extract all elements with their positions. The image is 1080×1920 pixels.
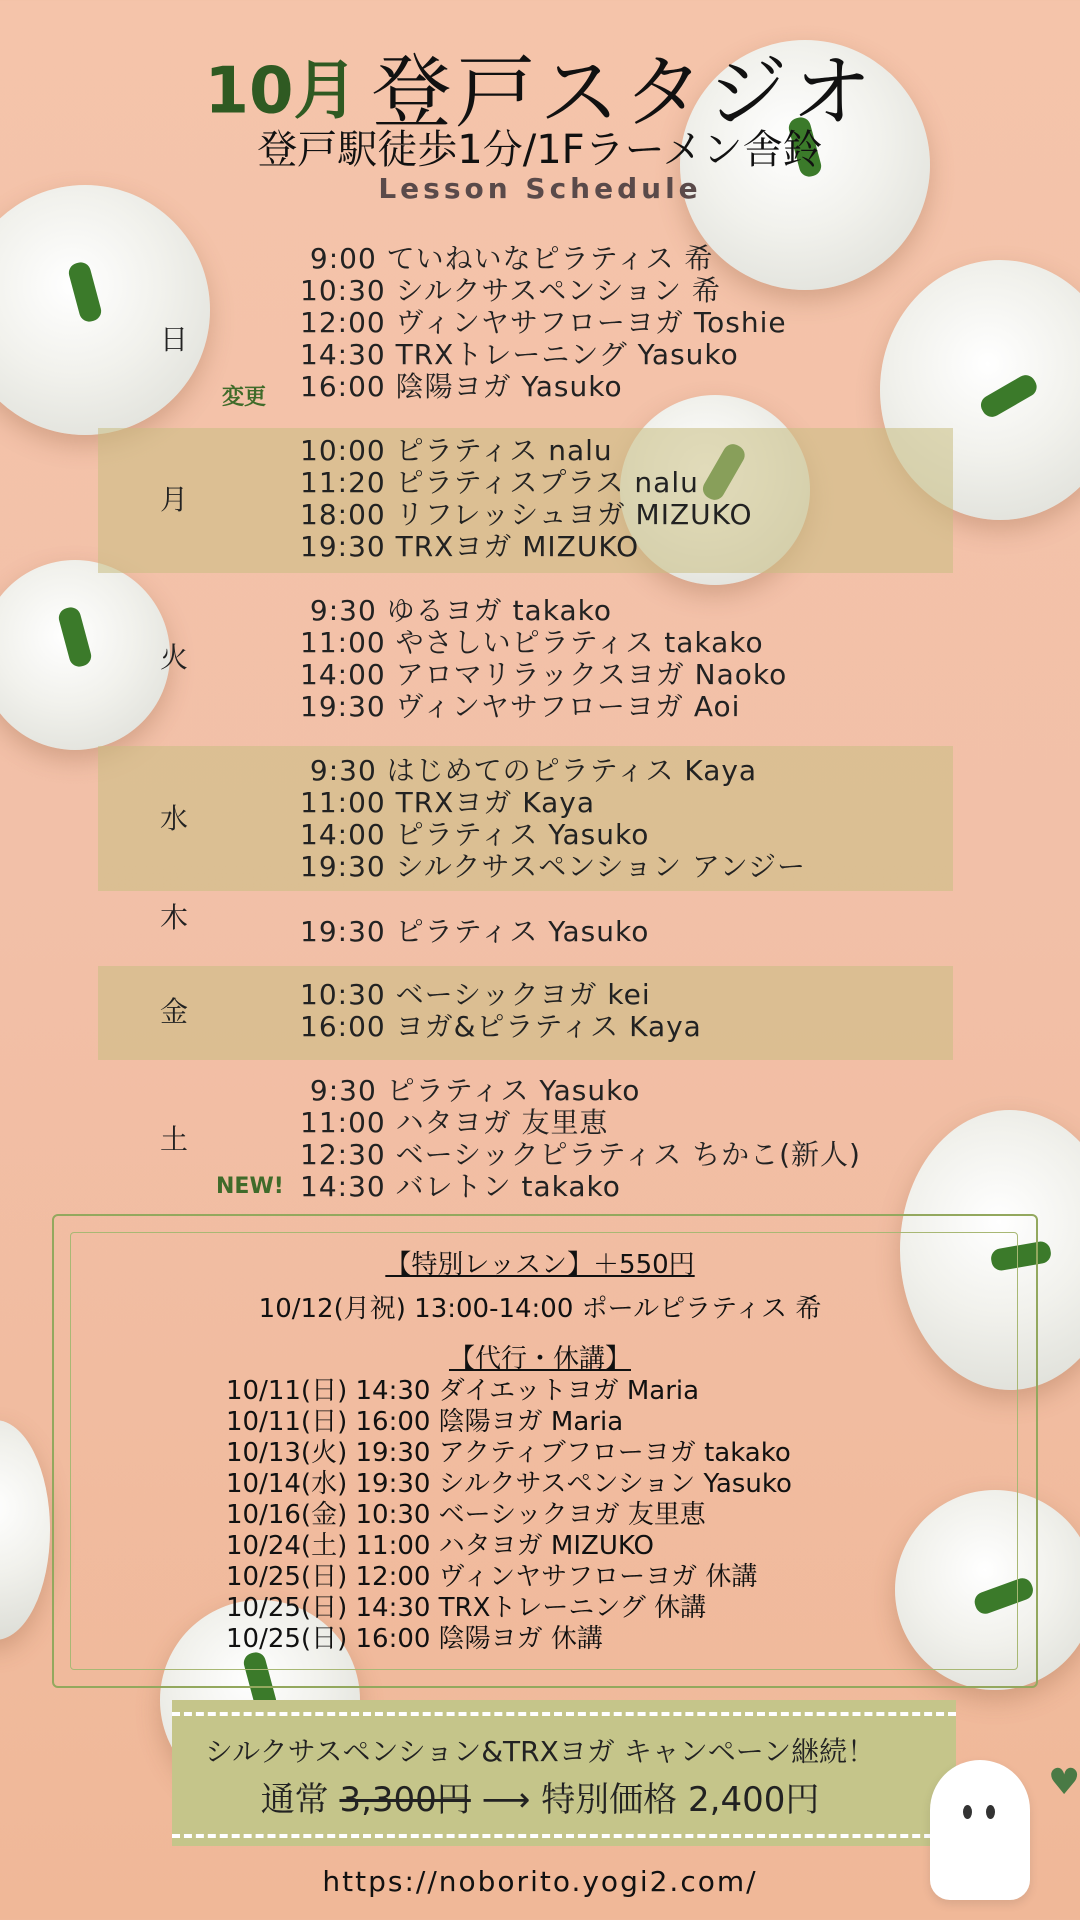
day-label-thu: 木 [160, 901, 189, 934]
lesson-schedule-label: Lesson Schedule [378, 172, 702, 205]
list-item: 9:30 ゆるヨガ takako [300, 594, 612, 627]
campaign-title: シルクサスペンション&TRXヨガ キャンペーン継続！ [204, 1735, 876, 1768]
schedule-sun [300, 243, 787, 403]
day-label-wed: 水 [160, 802, 189, 835]
schedule-tue [300, 595, 787, 723]
substitution-heading: 【代行・休講】 [448, 1344, 631, 1374]
list-item: 10:30 シルクサスペンション 希 [300, 274, 721, 307]
studio-name: 登戸スタジオ [371, 46, 876, 139]
arrow-icon: ⟶ [481, 1780, 531, 1820]
website-url[interactable]: https://noborito.yogi2.com/ [322, 1865, 758, 1898]
list-item: 10/11(日) 16:00 陰陽ヨガ Maria [226, 1407, 624, 1437]
pumpkin-decoration [0, 560, 170, 750]
banner-dash-top [172, 1712, 956, 1716]
day-label-mon: 月 [160, 483, 189, 516]
list-item: 19:30 シルクサスペンション アンジー [300, 850, 807, 883]
subtitle: 登戸駅徒歩1分/1Fラーメン舎鈴 [257, 127, 823, 173]
special-price: 2,400円 [688, 1780, 820, 1820]
list-item: 11:00 TRXヨガ Kaya [300, 786, 595, 819]
list-item: 10/14(水) 19:30 シルクサスペンション Yasuko [226, 1469, 792, 1499]
normal-price: 3,300円 [339, 1780, 471, 1820]
day-label-sat: 土 [160, 1123, 189, 1156]
change-tag: 変更 [222, 385, 267, 410]
month-label: 10月 [204, 54, 358, 129]
heart-icon: ♥ [1048, 1762, 1080, 1803]
list-item: 12:00 ヴィンヤサフローヨガ Toshie [300, 306, 787, 339]
banner-dash-bottom [172, 1834, 956, 1838]
list-item: 16:00 陰陽ヨガ Yasuko [300, 370, 623, 403]
list-item: 10/16(金) 10:30 ベーシックヨガ 友里恵 [226, 1500, 706, 1530]
schedule-fri [300, 979, 702, 1043]
special-lesson-event: 10/12(月祝) 13:00-14:00 ポールピラティス 希 [258, 1294, 822, 1324]
special-label: 特別価格 [541, 1780, 678, 1820]
normal-label: 通常 [260, 1780, 329, 1820]
list-item: 19:30 ヴィンヤサフローヨガ Aoi [300, 690, 741, 723]
list-item: 14:30 バレトン takako [300, 1170, 621, 1203]
list-item: 10/25(日) 16:00 陰陽ヨガ 休講 [226, 1624, 603, 1654]
pumpkin-decoration [0, 185, 210, 435]
list-item: 19:30 TRXヨガ MIZUKO [300, 530, 640, 563]
list-item: 9:30 ピラティス Yasuko [300, 1074, 641, 1107]
list-item: 9:00 ていねいなピラティス 希 [300, 242, 714, 275]
day-label-fri: 金 [160, 995, 189, 1028]
list-item: 11:00 ハタヨガ 友里恵 [300, 1106, 609, 1139]
list-item: 10:00 ピラティス nalu [300, 434, 613, 467]
list-item: 14:30 TRXトレーニング Yasuko [300, 338, 739, 371]
list-item: 10/11(日) 14:30 ダイエットヨガ Maria [226, 1376, 700, 1406]
pumpkin-decoration [0, 1420, 50, 1640]
schedule-thu [300, 916, 649, 948]
schedule-wed [300, 755, 806, 883]
list-item: 19:30 ピラティス Yasuko [300, 915, 650, 948]
list-item: 11:00 やさしいピラティス takako [300, 626, 764, 659]
substitution-list [226, 1376, 792, 1655]
list-item: 10:30 ベーシックヨガ kei [300, 978, 651, 1011]
special-lesson-heading: 【特別レッスン】＋550円 [385, 1250, 695, 1280]
list-item: 16:00 ヨガ&ピラティス Kaya [300, 1010, 702, 1043]
list-item: 14:00 ピラティス Yasuko [300, 818, 650, 851]
schedule-mon [300, 435, 753, 563]
list-item: 10/24(土) 11:00 ハタヨガ MIZUKO [226, 1531, 654, 1561]
list-item: 10/25(日) 12:00 ヴィンヤサフローヨガ 休講 [226, 1562, 758, 1592]
list-item: 12:30 ベーシックピラティス ちかこ(新人) [300, 1138, 861, 1171]
day-label-sun: 日 [160, 323, 189, 356]
list-item: 14:00 アロマリラックスヨガ Naoko [300, 658, 788, 691]
list-item: 18:00 リフレッシュヨガ MIZUKO [300, 498, 753, 531]
list-item: 10/13(火) 19:30 アクティブフローヨガ takako [226, 1438, 791, 1468]
list-item: 10/25(日) 14:30 TRXトレーニング 休講 [226, 1593, 707, 1623]
list-item: 9:30 はじめてのピラティス Kaya [300, 754, 758, 787]
schedule-sat [300, 1075, 861, 1203]
new-tag: NEW! [216, 1174, 284, 1199]
list-item: 11:20 ピラティスプラス nalu [300, 466, 699, 499]
day-label-tue: 火 [160, 641, 189, 674]
campaign-price [0, 1772, 1080, 1821]
